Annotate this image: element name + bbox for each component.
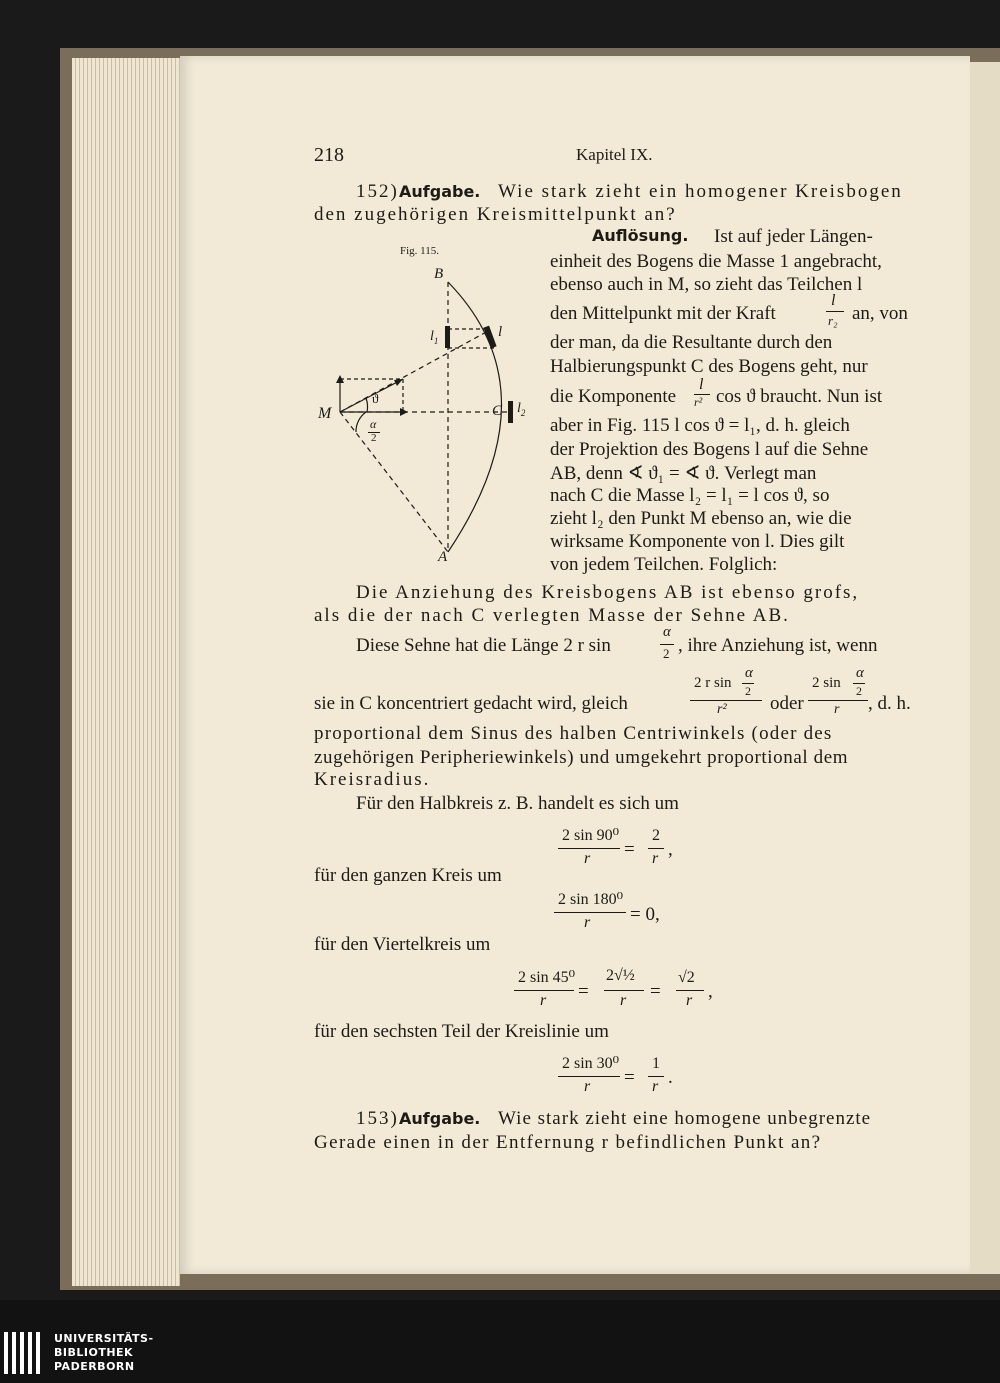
formula-3-rhs-num: √2 [678,969,695,986]
formula-3-end: , [708,981,713,1002]
mass-element-l1 [445,326,450,348]
fraction-l-over-r2-num: l [831,292,836,309]
chord-line-1b: , ihre Anziehung ist, wenn [678,635,878,656]
label-l: l [498,324,503,340]
solution-line-7a: die Komponente [550,386,677,407]
solution-line-4a: den Mittelpunkt mit der Kraft [550,303,776,324]
formula-1-eq: = [624,839,635,860]
formula-2-den: r [584,914,591,931]
result-line-1: Die Anziehung des Kreisbogens AB ist ebenso grofs, [356,582,860,603]
fraction-sin-alpha-r-alpha: α [856,665,864,681]
formula-4-eq: = [624,1067,635,1088]
result-line-2: als die der nach C verlegten Masse der Sehne AB. [314,605,790,626]
task-153-number: 153) [356,1108,399,1129]
solution-label: Auflösung. [592,226,689,245]
formula-4-end: . [668,1067,673,1088]
label-l2: $l_2$ [517,401,526,418]
solution-line-4b: an, von [852,303,908,324]
fraction-sin-alpha-num: 2 r sin [694,675,732,691]
formula-1-end: , [668,839,673,860]
figure-115 [310,242,550,572]
case-sixth-circle: für den sechsten Teil der Kreislinie um [314,1021,609,1042]
mass-element-l2 [508,401,513,423]
formula-2-num: 2 sin 180⁰ [558,891,624,908]
component-arrowhead [400,408,408,416]
label-m: M [318,405,332,422]
solution-line-1: Ist auf jeder Längen- [714,226,873,247]
task-152-question-line1: Wie stark zieht ein homogener Kreisbogen [498,181,903,202]
angle-alpha-arc [356,412,366,432]
formula-1-den: r [584,850,591,867]
fraction-l-over-r2-den: r₂ [828,313,838,328]
force-arrowhead [394,379,403,386]
fraction-alpha-half-num: α [663,624,671,640]
chord-line-4: zugehörigen Peripheriewinkels) und umgekehrt proportional dem [314,747,849,768]
formula-3-eq2: = [650,981,661,1002]
label-theta: ϑ [372,391,379,406]
solution-line-9: der Projektion des Bogens l auf die Sehne [550,439,869,460]
formula-4-den: r [584,1078,591,1095]
formula-2-rhs: = 0, [630,904,660,925]
book-page [180,56,970,1274]
label-alpha-half-denominator: 2 [371,432,377,444]
page-number: 218 [314,144,344,166]
chord-line-3: proportional dem Sinus des halben Centriwinkels (oder des [314,723,833,744]
solution-line-3: ebenso auch in M, so zieht das Teilchen l [550,274,863,295]
solution-line-2: einheit des Bogens die Masse 1 angebracht, [550,251,882,272]
formula-4-rhs-den: r [652,1078,659,1095]
fraction-sin-alpha-num-alpha: α [745,665,753,681]
solution-line-10: AB, denn ∢ ϑ₁ = ∢ ϑ. Verlegt man [550,463,817,484]
formula-1-rhs-den: r [652,850,659,867]
solution-line-8: aber in Fig. 115 l cos ϑ = l₁, d. h. gleich [550,415,850,436]
formula-1-rhs-num: 2 [652,827,660,844]
label-a: A [438,549,448,565]
chord-line-2a: sie in C koncentriert gedacht wird, gleich [314,693,628,714]
library-name-line3: PADERBORN [54,1360,135,1373]
fraction-sin-alpha-r-num-two: 2 [856,684,862,698]
case-quarter-circle: für den Viertelkreis um [314,934,491,955]
fraction-sin-alpha-r-den: r [834,702,840,717]
formula-4-num: 2 sin 30⁰ [562,1055,620,1072]
university-library-logo-icon [0,1328,46,1378]
task-153-line-2: Gerade einen in der Entfernung r befindlichen Punkt an? [314,1132,822,1153]
formula-3-den: r [540,992,547,1009]
solution-line-5: der man, da die Resultante durch den [550,332,833,353]
library-name-line1: UNIVERSITÄTS- [54,1332,154,1345]
solution-line-13: wirksame Komponente von l. Dies gilt [550,531,845,552]
formula-3-num: 2 sin 45⁰ [518,969,576,986]
case-full-circle: für den ganzen Kreis um [314,865,502,886]
label-l1: $l_1$ [430,329,439,346]
radius-ma [340,412,448,552]
fraction-l-over-rsq-den: r² [694,395,703,409]
chord-line-2b: oder [770,693,804,714]
formula-3-mid-num: 2√½ [606,967,635,984]
task-153-label: Aufgabe. [399,1109,481,1128]
task-152-number: 152) [356,181,399,202]
fraction-sin-alpha-r-num: 2 sin [812,675,841,691]
task-152-question-line2: den zugehörigen Kreismittelpunkt an? [314,204,677,225]
formula-1-num: 2 sin 90⁰ [562,827,620,844]
fraction-sin-alpha-num-two: 2 [745,684,751,698]
fraction-l-over-rsq-num: l [699,376,704,393]
page-edges [72,58,180,1286]
mass-element-l [483,326,496,349]
facing-page-edge [966,62,1000,1274]
solution-line-12: zieht l₂ den Punkt M ebenso an, wie die [550,508,852,529]
chord-line-1a: Diese Sehne hat die Länge 2 r sin [356,635,611,656]
solution-line-6: Halbierungspunkt C des Bogens geht, nur [550,356,868,377]
chord-line-2c: , d. h. [868,693,911,714]
case-half-circle: Für den Halbkreis z. B. handelt es sich um [356,793,679,814]
fraction-alpha-half-den: 2 [663,646,670,661]
chord-line-5: Kreisradius. [314,769,431,790]
task-153-line-1: Wie stark zieht eine homogene unbegrenzte [498,1108,872,1129]
label-b: B [434,266,444,282]
task-152-label: Aufgabe. [399,182,481,201]
angle-theta-arc [366,398,368,412]
solution-line-11: nach C die Masse l₂ = l₁ = l cos ϑ, so [550,485,830,506]
solution-line-14: von jedem Teilchen. Folglich: [550,554,778,575]
figure-drawing [310,242,550,572]
fraction-sin-alpha-den: r² [717,702,727,717]
formula-4-rhs-num: 1 [652,1055,660,1072]
label-c: C [492,403,503,419]
formula-3-eq1: = [578,981,589,1002]
formula-3-rhs-den: r [686,992,693,1009]
running-head: Kapitel IX. [576,145,653,164]
library-name-line2: BIBLIOTHEK [54,1346,134,1359]
label-alpha-half: α [370,417,377,431]
solution-line-7b: cos ϑ braucht. Nun ist [716,386,883,407]
formula-3-mid-den: r [620,992,627,1009]
figure-caption: Fig. 115. [400,245,440,257]
